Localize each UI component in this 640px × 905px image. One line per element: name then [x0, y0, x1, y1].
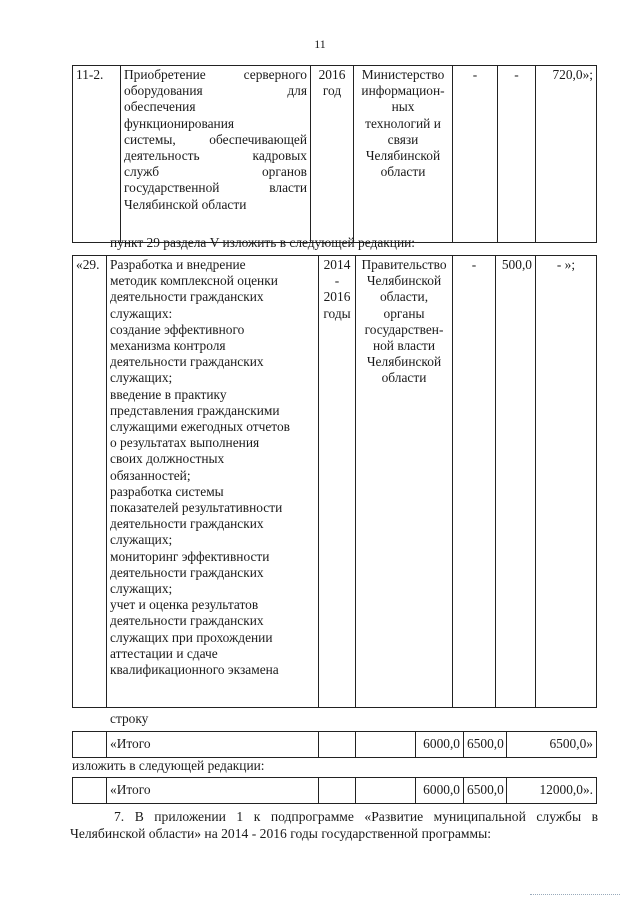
- total-value-1: 6000,0: [416, 778, 464, 804]
- row-number: 11-2.: [73, 66, 121, 243]
- cell-line: годы: [323, 305, 351, 321]
- caption-new-edition: изложить в следующей редакции:: [72, 758, 265, 773]
- cell-line: обеспечения: [124, 99, 196, 115]
- description-cell: [121, 66, 311, 243]
- cell-line: Челябинской: [366, 273, 442, 289]
- cell-line: Челябинской: [366, 354, 442, 370]
- value-cell-2: 500,0: [496, 256, 536, 708]
- cell-line: Министерство: [361, 67, 445, 82]
- cell-line: деятельности гражданских: [110, 289, 264, 305]
- table-total-new: [72, 777, 597, 804]
- total-label: «Итого: [107, 732, 319, 758]
- total-value-3: 6500,0»: [507, 732, 597, 758]
- cell-line: разработка системы: [110, 483, 224, 499]
- cell-line: 2016: [323, 289, 351, 305]
- cell-line: год: [322, 83, 342, 99]
- cell-line: государственной власти: [124, 180, 307, 196]
- cell-line: Челябинской: [365, 148, 441, 164]
- total-value-2: 6500,0: [464, 732, 507, 758]
- cell-line: деятельности гражданских: [110, 613, 264, 629]
- cell-line: своих должностных: [110, 451, 225, 467]
- total-label: «Итого: [107, 778, 319, 804]
- executor-cell: [354, 66, 453, 243]
- cell-line: служащих;: [110, 532, 173, 548]
- cell-line: деятельности гражданских: [110, 516, 264, 532]
- cell-line: Разработка и внедрение: [110, 257, 246, 272]
- cell-line: введение в практику: [110, 386, 227, 402]
- value-cell-2: -: [498, 66, 536, 243]
- cell-line: области: [380, 164, 426, 180]
- cell-line: -: [334, 273, 340, 289]
- empty-cell: [356, 732, 416, 758]
- cell-line: служащих;: [110, 370, 173, 386]
- cell-line: показателей результативности: [110, 500, 283, 516]
- cell-line: представления гражданскими: [110, 402, 280, 418]
- caption-line: строку: [110, 711, 149, 726]
- cell-line: мониторинг эффективности: [110, 548, 270, 564]
- page-number: 11: [314, 37, 326, 51]
- cell-line: 2016: [318, 67, 346, 82]
- cell-line: служащими ежегодных отчетов: [110, 419, 290, 435]
- value-cell-1: -: [453, 256, 496, 708]
- total-value-2: 6500,0: [464, 778, 507, 804]
- cell-line: области,: [379, 289, 429, 305]
- caption-item-29: пункт 29 раздела V изложить в следующей редакции:: [110, 235, 415, 250]
- cell-line: служб органов: [124, 164, 307, 180]
- empty-cell: [319, 732, 356, 758]
- total-value-1: 6000,0: [416, 732, 464, 758]
- cell-line: технологий и: [365, 115, 441, 131]
- cell-line: служащих при прохождении: [110, 629, 273, 645]
- empty-cell: [73, 732, 107, 758]
- row-number: «29.: [73, 256, 107, 708]
- empty-cell: [356, 778, 416, 804]
- cell-line: механизма контроля: [110, 338, 226, 354]
- cell-line: оборудования для: [124, 83, 307, 99]
- year-cell: [319, 256, 356, 708]
- cell-line: создание эффективного: [110, 321, 245, 337]
- cell-line: связи: [387, 131, 419, 147]
- cell-line: служащих:: [110, 305, 173, 321]
- paragraph-text: 7. В приложении 1 к подпрограмме «Развитие муниципальной службы в Челябинской области» на 2014 - 2016 годы государственной программы:: [70, 809, 598, 841]
- empty-cell: [73, 778, 107, 804]
- cell-line: информацион-: [361, 83, 445, 99]
- cell-line: функционирования: [124, 115, 235, 131]
- table-row-29: [72, 255, 597, 708]
- cell-line: системы, обеспечивающей: [124, 131, 307, 147]
- cell-line: ных: [391, 99, 415, 115]
- description-cell: [107, 256, 319, 708]
- cell-line: Приобретение серверного: [124, 67, 307, 82]
- cell-line: органы: [383, 305, 425, 321]
- value-cell-1: -: [453, 66, 498, 243]
- cell-line: деятельность кадровых: [124, 148, 307, 164]
- cell-line: обязанностей;: [110, 467, 191, 483]
- value-cell-3: - »;: [536, 256, 597, 708]
- cell-line: деятельности гражданских: [110, 564, 264, 580]
- cell-line: методик комплексной оценки: [110, 273, 278, 289]
- cell-line: ной власти: [372, 338, 436, 354]
- table-row-11-2: [72, 65, 597, 243]
- year-cell: [311, 66, 354, 243]
- cell-line: учет и оценка результатов: [110, 597, 259, 613]
- cell-line: государствен-: [364, 321, 444, 337]
- cell-line: 2014: [323, 257, 351, 272]
- cell-line: области: [381, 370, 427, 386]
- cell-line: квалификационного экзамена: [110, 662, 279, 678]
- value-cell-3: 720,0»;: [536, 66, 597, 243]
- scan-artifact: [530, 894, 620, 897]
- empty-cell: [319, 778, 356, 804]
- table-total-old: [72, 731, 597, 758]
- cell-line: о результатах выполнения: [110, 435, 260, 451]
- cell-line: деятельности гражданских: [110, 354, 264, 370]
- paragraph-7: [70, 808, 598, 842]
- cell-line: Челябинской области: [124, 196, 247, 212]
- total-value-3: 12000,0».: [507, 778, 597, 804]
- executor-cell: [356, 256, 453, 708]
- cell-line: Правительство: [361, 257, 447, 272]
- cell-line: аттестации и сдаче: [110, 645, 218, 661]
- cell-line: служащих;: [110, 581, 173, 597]
